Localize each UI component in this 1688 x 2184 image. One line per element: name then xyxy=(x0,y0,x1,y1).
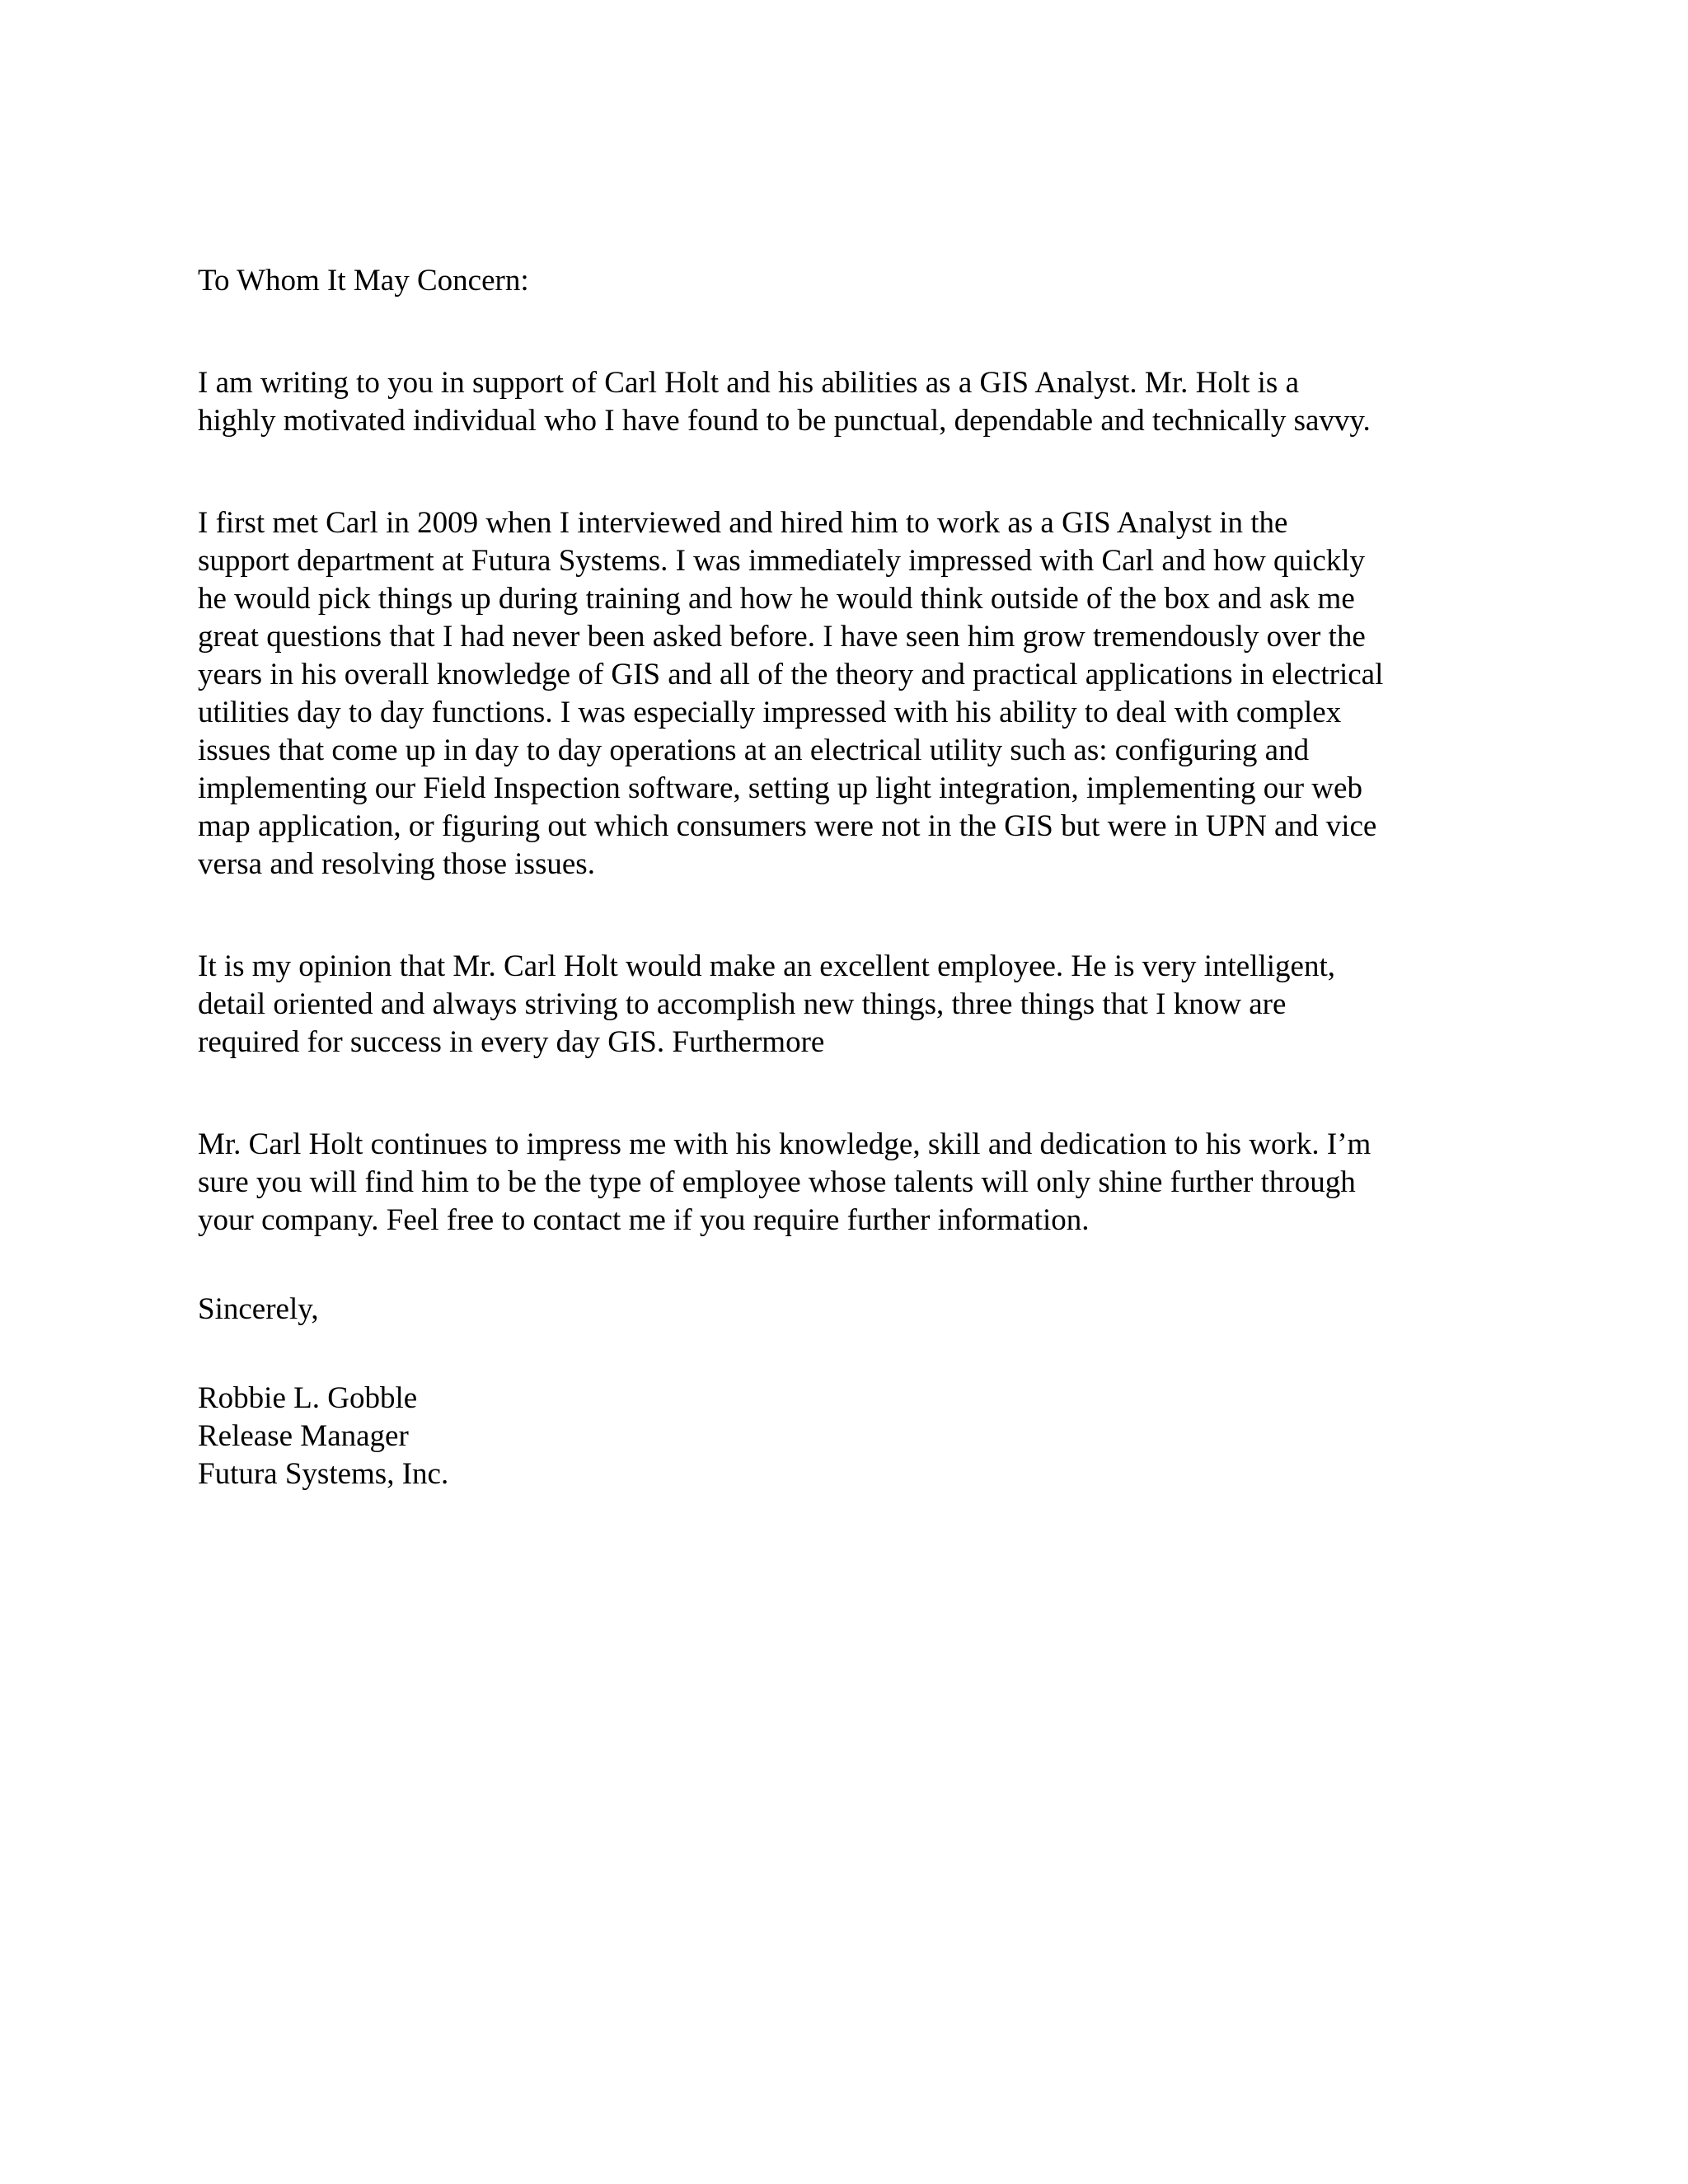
paragraph-line: map application, or figuring out which consumers were not in the GIS but were in UPN and vice xyxy=(198,809,1377,843)
paragraph-line: support department at Futura Systems. I was immediately impressed with Carl and how quickly xyxy=(198,544,1366,578)
paragraph-introduction xyxy=(198,364,1500,440)
paragraph-line: required for success in every day GIS. Furthermore xyxy=(198,1025,825,1059)
signer-name: Robbie L. Gobble xyxy=(198,1381,418,1415)
signer-title: Release Manager xyxy=(198,1419,409,1453)
paragraph-line: years in his overall knowledge of GIS and all of the theory and practical applications in electrical xyxy=(198,658,1384,691)
paragraph-line: versa and resolving those issues. xyxy=(198,847,595,881)
paragraph-history xyxy=(198,504,1500,883)
paragraph-line: great questions that I had never been asked before. I have seen him grow tremendously over the xyxy=(198,620,1366,654)
paragraph-line: issues that come up in day to day operations at an electrical utility such as: configuring and xyxy=(198,733,1310,767)
signature-block xyxy=(198,1380,1500,1493)
paragraph-line: detail oriented and always striving to accomplish new things, three things that I know are xyxy=(198,987,1287,1021)
paragraph-conclusion xyxy=(198,1126,1500,1240)
salutation: To Whom It May Concern: xyxy=(198,264,529,298)
paragraph-line: sure you will find him to be the type of employee whose talents will only shine further through xyxy=(198,1165,1356,1199)
paragraph-line: I am writing to you in support of Carl Holt and his abilities as a GIS Analyst. Mr. Holt is a xyxy=(198,366,1299,400)
closing: Sincerely, xyxy=(198,1292,319,1326)
paragraph-line: he would pick things up during training and how he would think outside of the box and ask me xyxy=(198,582,1355,616)
paragraph-line: your company. Feel free to contact me if you require further information. xyxy=(198,1203,1090,1237)
paragraph-line: utilities day to day functions. I was especially impressed with his ability to deal with complex xyxy=(198,696,1342,729)
paragraph-line: highly motivated individual who I have found to be punctual, dependable and technically savvy. xyxy=(198,404,1371,438)
paragraph-line: I first met Carl in 2009 when I interviewed and hired him to work as a GIS Analyst in the xyxy=(198,506,1288,540)
paragraph-line: It is my opinion that Mr. Carl Holt would make an excellent employee. He is very intelligent, xyxy=(198,949,1336,983)
paragraph-line: Mr. Carl Holt continues to impress me with his knowledge, skill and dedication to his work. I’m xyxy=(198,1127,1372,1161)
letter-body xyxy=(198,262,1500,1493)
paragraph-line: implementing our Field Inspection software, setting up light integration, implementing our web xyxy=(198,771,1362,805)
signer-company: Futura Systems, Inc. xyxy=(198,1457,449,1491)
paragraph-opinion xyxy=(198,948,1500,1062)
